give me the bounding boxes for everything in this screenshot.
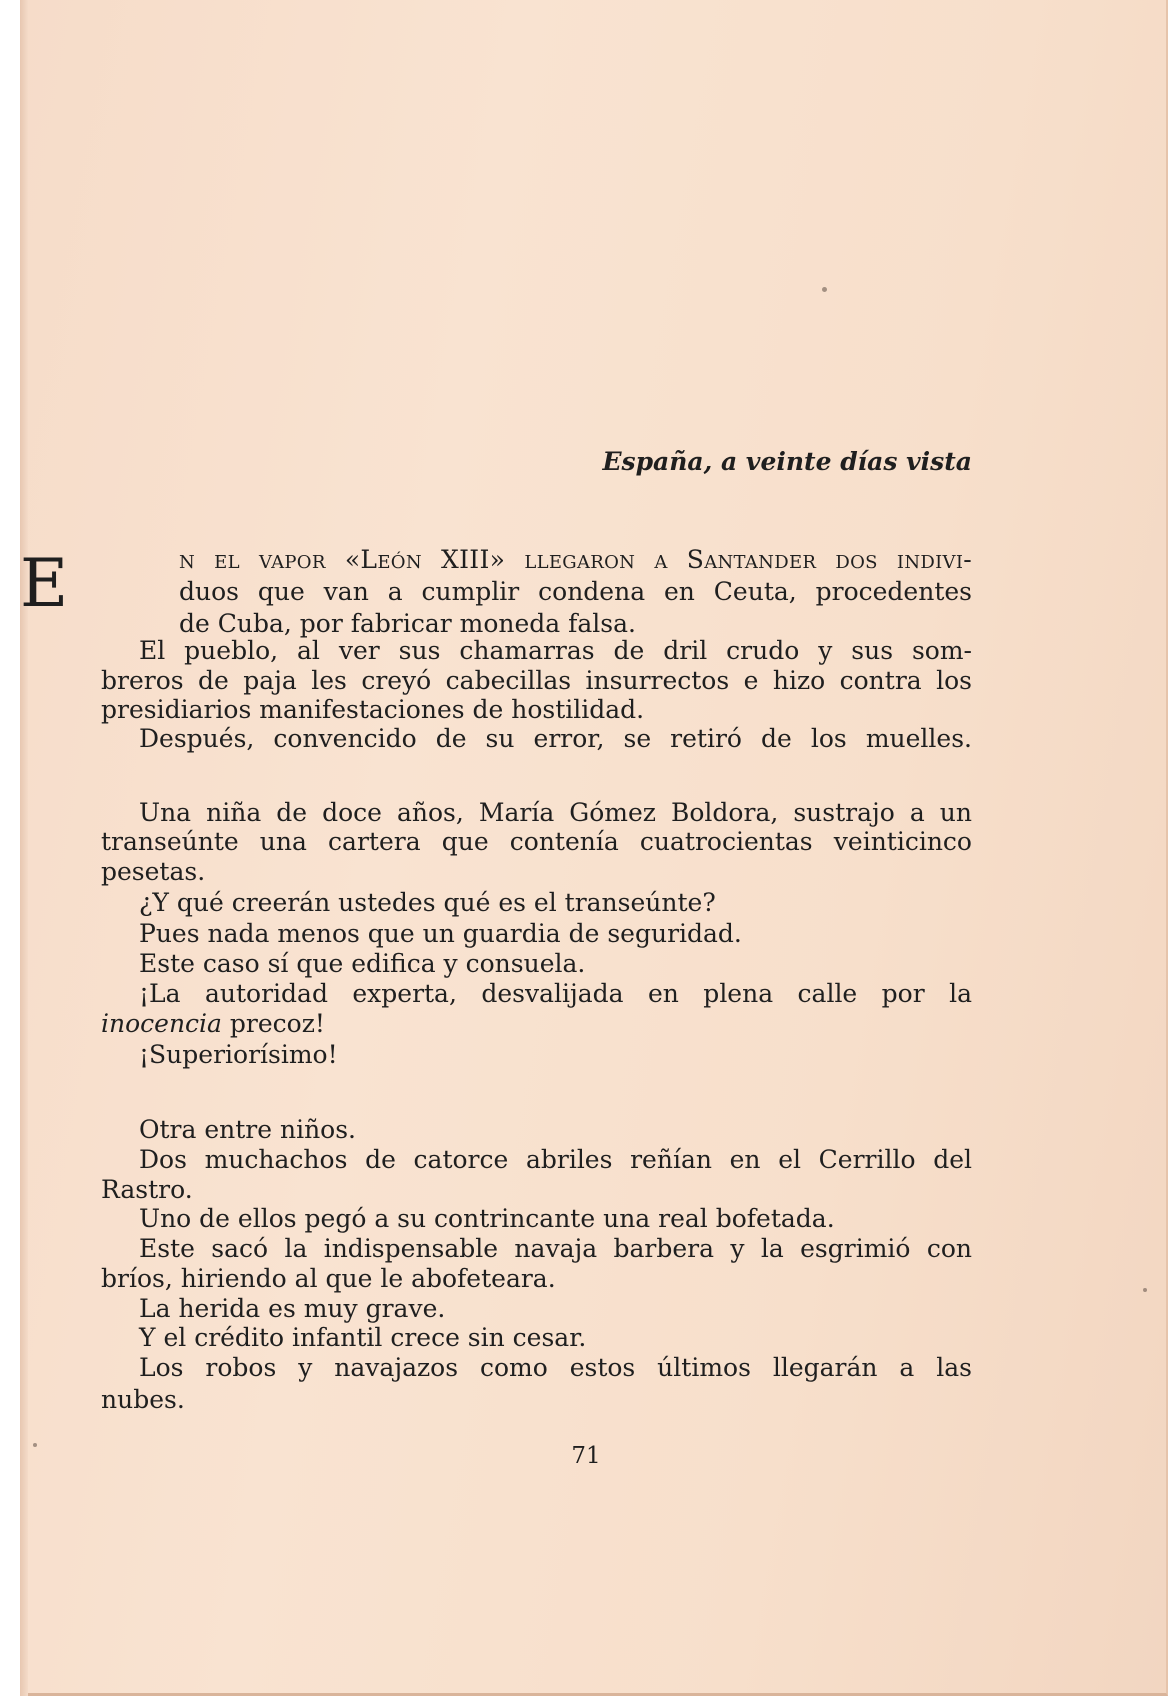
article-title: España, a veinte días vista: [602, 447, 972, 476]
page-spine-shadow: [20, 0, 28, 1696]
italic-word: inocencia: [101, 1009, 222, 1038]
body-line: [101, 1008, 972, 1040]
body-line: Otra entre niños.: [139, 1115, 357, 1144]
body-line: bríos, hiriendo al que le abofeteara.: [101, 1264, 556, 1293]
page-number: 71: [571, 1443, 601, 1469]
body-line: pesetas.: [101, 857, 206, 886]
body-line: de Cuba, por fabricar moneda falsa.: [179, 609, 636, 638]
body-line: Los robos y navajazos como estos últimos llegarán a las: [139, 1353, 972, 1382]
body-line: Uno de ellos pegó a su contrincante una real bofetada.: [139, 1204, 835, 1233]
drop-cap: E: [20, 545, 69, 622]
body-line: ¡Superiorísimo!: [139, 1040, 338, 1069]
body-line: Y el crédito infantil crece sin cesar.: [139, 1323, 587, 1352]
body-line: ¿Y qué creerán ustedes qué es el transeúnte?: [139, 888, 716, 917]
body-line: ¡La autoridad experta, desvalijada en plena calle por la: [139, 979, 972, 1008]
body-line: Rastro.: [101, 1175, 193, 1204]
body-line: transeúnte una cartera que contenía cuatrocientas veinticinco: [101, 827, 972, 856]
body-line: Dos muchachos de catorce abriles reñían en el Cerrillo del: [139, 1145, 972, 1174]
paper-speck: [1143, 1288, 1147, 1292]
body-line: presidiarios manifestaciones de hostilidad.: [101, 695, 645, 724]
body-line: El pueblo, al ver sus chamarras de dril crudo y sus som-: [139, 636, 972, 665]
body-text: precoz!: [229, 1009, 325, 1038]
body-line: Este caso sí que edifica y consuela.: [139, 949, 586, 978]
body-line: Después, convencido de su error, se retiró de los muelles.: [139, 724, 972, 753]
paper-speck: [822, 287, 827, 292]
body-line: La herida es muy grave.: [139, 1294, 446, 1323]
body-line: n el vapor «León XIII» llegaron a Santander dos indivi-: [179, 545, 972, 574]
body-line: nubes.: [101, 1385, 185, 1414]
body-line: Pues nada menos que un guardia de seguridad.: [139, 919, 742, 948]
body-line: Este sacó la indispensable navaja barbera y la esgrimió con: [139, 1234, 972, 1263]
body-line: duos que van a cumplir condena en Ceuta, procedentes: [179, 577, 972, 606]
body-line: breros de paja les creyó cabecillas insurrectos e hizo contra los: [101, 666, 972, 695]
body-line: Una niña de doce años, María Gómez Boldora, sustrajo a un: [139, 798, 972, 827]
